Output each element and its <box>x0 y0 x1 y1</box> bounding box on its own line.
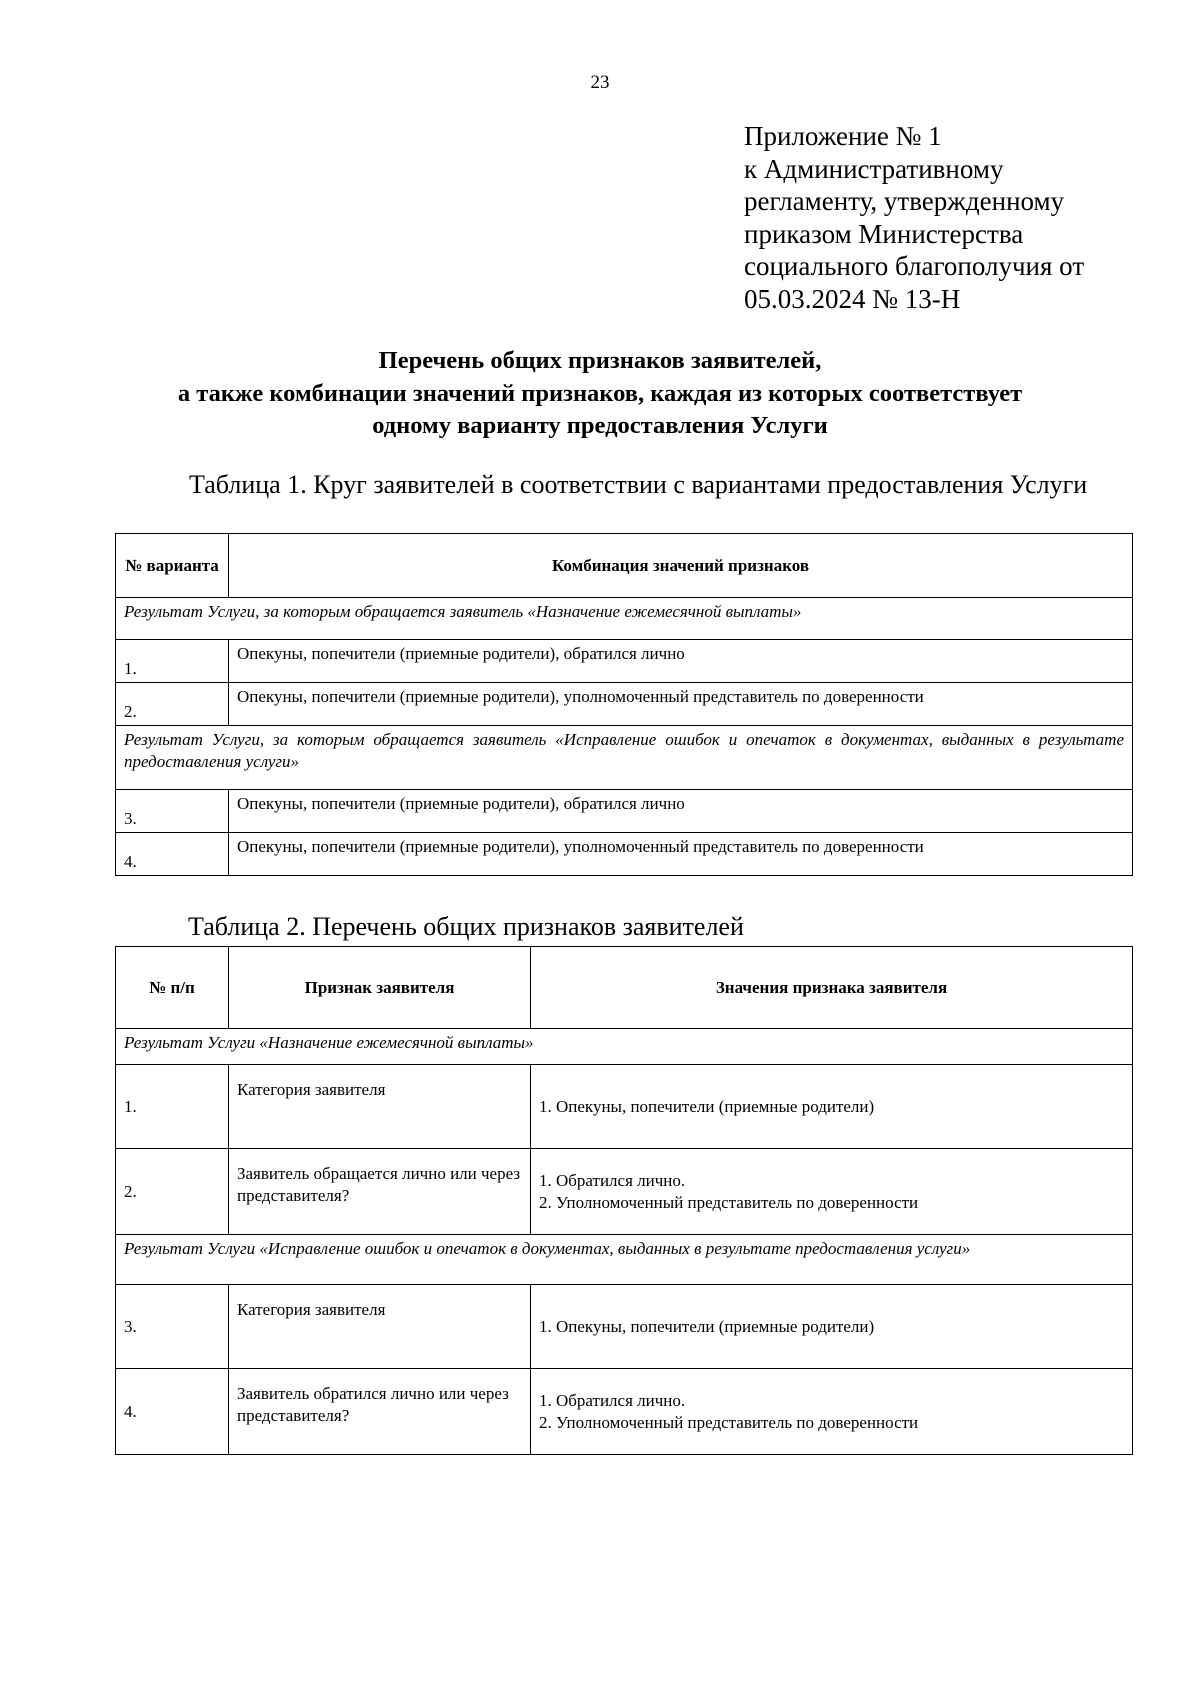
variant-combination: Опекуны, попечители (приемные родители), обратился лично <box>229 790 1133 833</box>
section-title: Результат Услуги «Назначение ежемесячной выплаты» <box>116 1029 1133 1065</box>
table-row <box>116 833 1133 876</box>
variant-number: 1. <box>116 640 229 683</box>
appendix-line: регламенту, утвержденному <box>744 186 1065 216</box>
appendix-note <box>744 120 1164 315</box>
appendix-line: приказом Министерства <box>744 218 1024 249</box>
table-row <box>116 1065 1133 1149</box>
sign-value: 2. Уполномоченный представитель по доверенности <box>539 1192 919 1212</box>
sign-value: 1. Обратился лично. <box>539 1170 686 1190</box>
applicant-signs-table <box>115 946 1133 1455</box>
appendix-line: к Административному <box>744 153 1004 184</box>
table-row <box>116 1149 1133 1235</box>
table-row <box>116 1285 1133 1369</box>
table2-caption: Таблица 2. Перечень общих признаков заявителей <box>188 912 744 941</box>
sign-values <box>531 1065 1133 1149</box>
title-line: Перечень общих признаков заявителей, <box>378 347 822 374</box>
sign-value: 2. Уполномоченный представитель по доверенности <box>539 1412 919 1432</box>
sign-value: 1. Обратился лично. <box>539 1390 686 1410</box>
title-line: а также комбинации значений признаков, каждая из которых соответствует <box>177 379 1023 407</box>
applicant-sign: Категория заявителя <box>229 1285 531 1369</box>
table-header-row <box>116 534 1133 598</box>
header-sign-values: Значения признака заявителя <box>531 947 1133 1029</box>
header-item-number: № п/п <box>116 947 229 1029</box>
page-number: 23 <box>590 72 610 93</box>
sign-value: 1. Опекуны, попечители (приемные родители) <box>539 1316 875 1336</box>
table-row <box>116 790 1133 833</box>
variant-combination: Опекуны, попечители (приемные родители), уполномоченный представитель по доверенности <box>229 683 1133 726</box>
header-variant-number: № варианта <box>116 534 229 598</box>
sign-values <box>531 1369 1133 1455</box>
section-row <box>116 598 1133 640</box>
section-row <box>116 1029 1133 1065</box>
variant-number: 2. <box>116 683 229 726</box>
variant-combination: Опекуны, попечители (приемные родители), обратился лично <box>229 640 1133 683</box>
section-title: Результат Услуги «Исправление ошибок и опечаток в документах, выданных в результате предоставления услуги» <box>116 1235 1133 1285</box>
table-row <box>116 1369 1133 1455</box>
applicant-sign: Категория заявителя <box>229 1065 531 1149</box>
header-combination: Комбинация значений признаков <box>229 534 1133 598</box>
variant-number: 4. <box>116 833 229 876</box>
table-row <box>116 683 1133 726</box>
table-header-row <box>116 947 1133 1029</box>
applicant-sign: Заявитель обращается лично или через представителя? <box>229 1149 531 1235</box>
sign-value: 1. Опекуны, попечители (приемные родители) <box>539 1096 875 1116</box>
section-row <box>116 726 1133 790</box>
variant-combination: Опекуны, попечители (приемные родители), уполномоченный представитель по доверенности <box>229 833 1133 876</box>
item-number: 4. <box>116 1369 229 1455</box>
section-row <box>116 1235 1133 1285</box>
sign-values <box>531 1149 1133 1235</box>
document-title <box>100 345 1100 443</box>
applicants-variants-table <box>115 533 1133 876</box>
section-title: Результат Услуги, за которым обращается заявитель «Назначение ежемесячной выплаты» <box>116 598 1133 640</box>
title-line: одному варианту предоставления Услуги <box>372 412 828 439</box>
item-number: 1. <box>116 1065 229 1149</box>
sign-values <box>531 1285 1133 1369</box>
variant-number: 3. <box>116 790 229 833</box>
table-row <box>116 640 1133 683</box>
appendix-line: социального благополучия от <box>744 251 1085 281</box>
table1-caption: Таблица 1. Круг заявителей в соответствии с вариантами предоставления Услуги <box>189 470 1088 499</box>
appendix-line: 05.03.2024 № 13-Н <box>744 283 961 314</box>
item-number: 2. <box>116 1149 229 1235</box>
item-number: 3. <box>116 1285 229 1369</box>
applicant-sign: Заявитель обратился лично или через представителя? <box>229 1369 531 1455</box>
header-applicant-sign: Признак заявителя <box>229 947 531 1029</box>
appendix-line: Приложение № 1 <box>744 121 942 151</box>
section-title: Результат Услуги, за которым обращается заявитель «Исправление ошибок и опечаток в документах, выданных в результате предоставления услуги» <box>116 726 1133 790</box>
